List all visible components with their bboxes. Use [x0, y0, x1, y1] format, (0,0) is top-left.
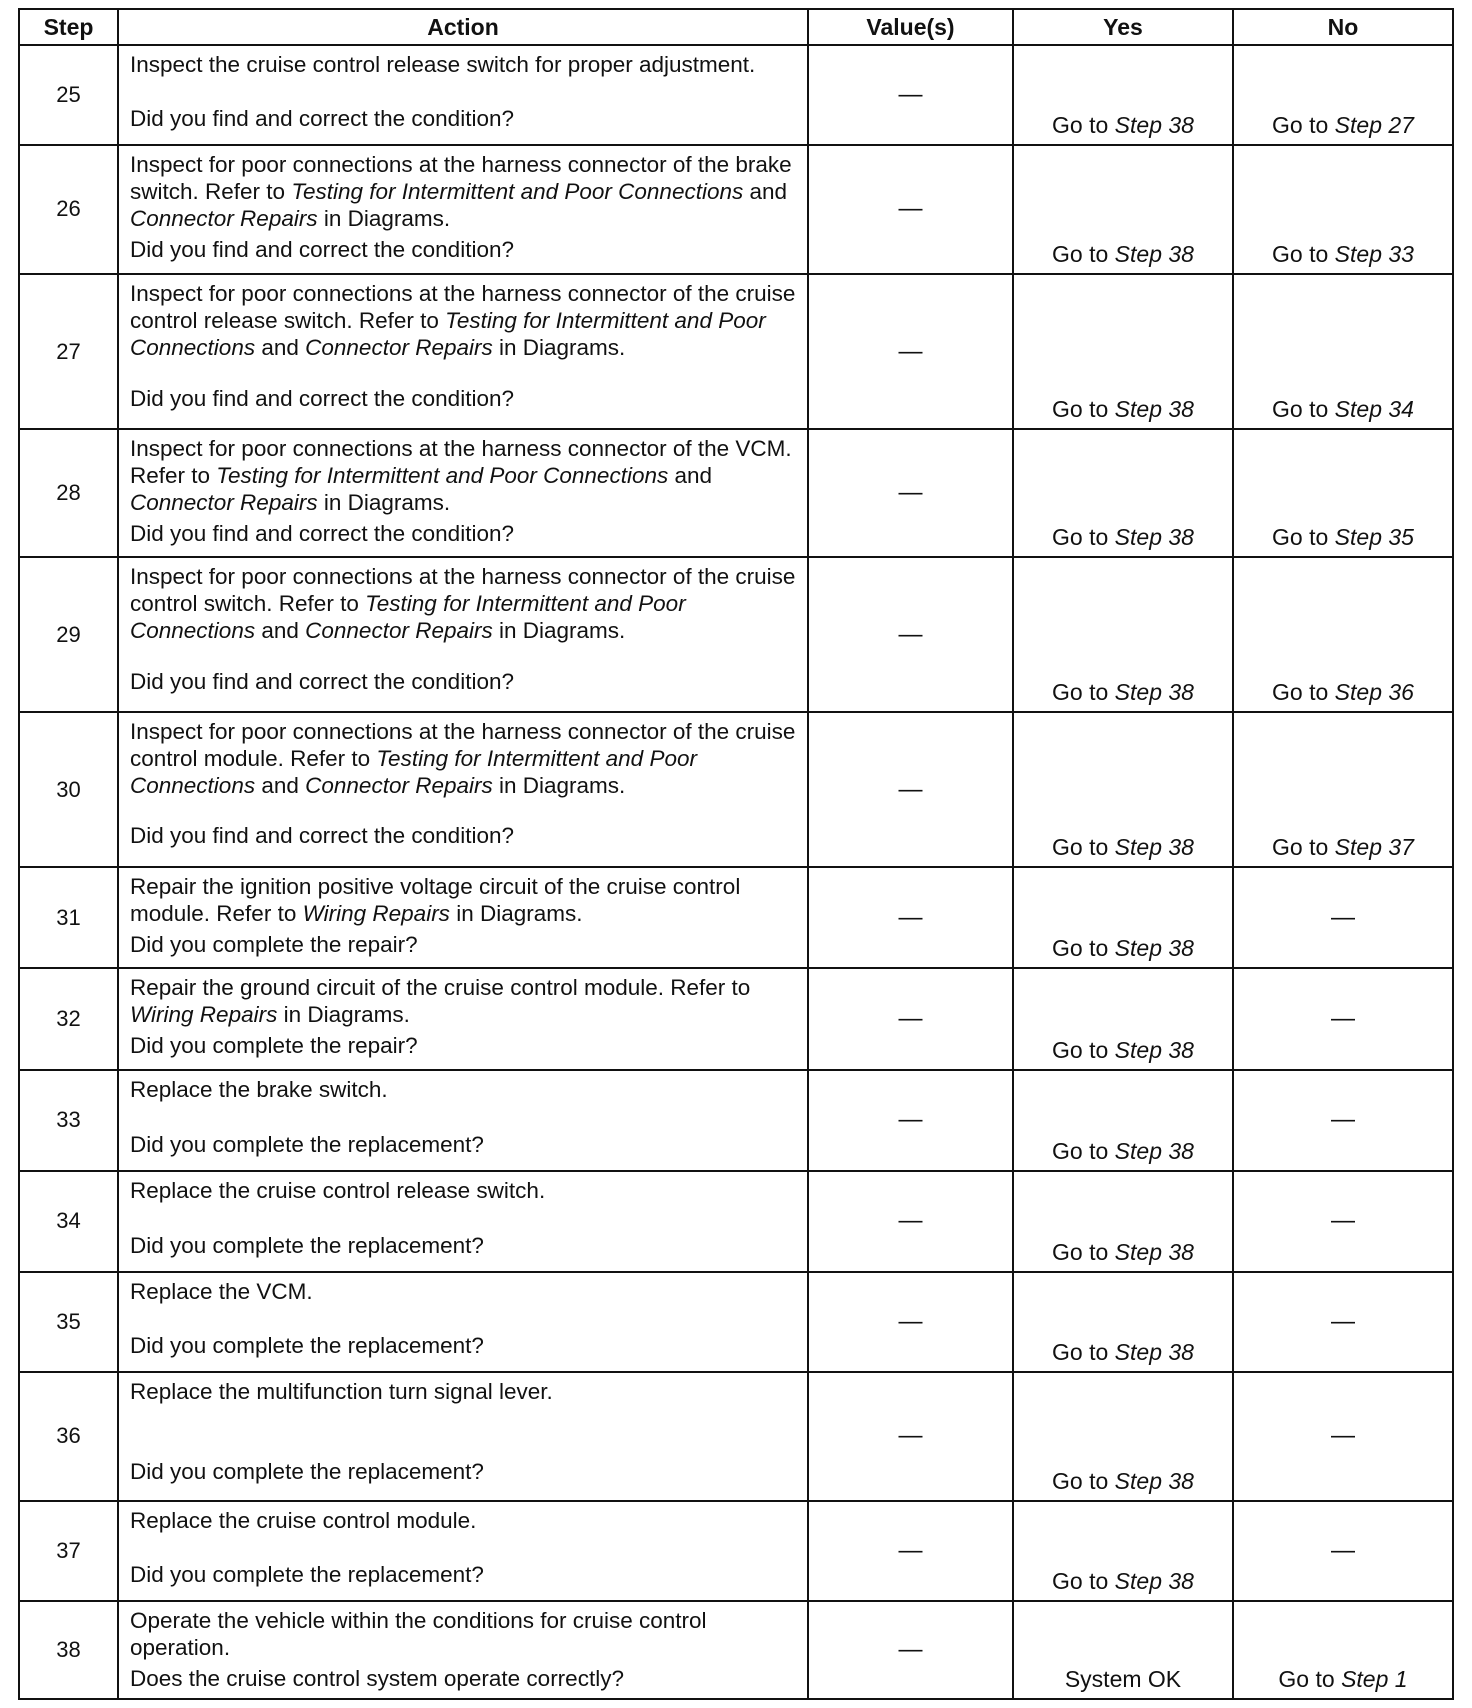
- table-row: [19, 968, 1453, 1069]
- instruction-text: in Diagrams.: [317, 490, 451, 516]
- yes-result-prefix: Go to: [1052, 1567, 1115, 1594]
- reference-text: Testing for Intermittent and Poor Connections: [216, 463, 669, 489]
- action-instruction: [130, 1507, 799, 1557]
- action-instruction: [130, 1278, 799, 1328]
- action-question: Did you find and correct the condition?: [130, 385, 514, 411]
- value-cell: —: [808, 1272, 1013, 1372]
- no-result: [1233, 145, 1453, 273]
- instruction-text: and: [255, 617, 306, 643]
- yes-step-link: Step 38: [1114, 396, 1194, 423]
- value-cell: —: [808, 1171, 1013, 1272]
- action-cell: [118, 968, 808, 1069]
- action-cell: [118, 1272, 808, 1372]
- table-row: [19, 1372, 1453, 1500]
- reference-text: Connector Repairs: [130, 490, 318, 516]
- yes-result: [1013, 1272, 1233, 1372]
- no-result: —: [1233, 1372, 1453, 1500]
- yes-result: [1013, 1601, 1233, 1699]
- action-question: Did you find and correct the condition?: [130, 668, 514, 694]
- yes-result: [1013, 867, 1233, 968]
- action-instruction: [130, 280, 799, 381]
- action-cell: [118, 1601, 808, 1699]
- instruction-text: Replace the VCM.: [130, 1279, 313, 1305]
- reference-text: Testing for Intermittent and Poor Connections: [291, 179, 744, 205]
- no-result: [1233, 429, 1453, 556]
- yes-result-prefix: Go to: [1052, 679, 1115, 706]
- step-number: 29: [19, 557, 118, 713]
- table-row: [19, 145, 1453, 273]
- action-instruction: [130, 435, 799, 516]
- value-cell: —: [808, 867, 1013, 968]
- yes-result: [1013, 968, 1233, 1069]
- table-row: [19, 712, 1453, 867]
- no-result: —: [1233, 1070, 1453, 1171]
- instruction-text: Operate the vehicle within the conditions for cruise control operation.: [130, 1607, 707, 1660]
- yes-step-link: Step 38: [1114, 1567, 1194, 1594]
- no-result: —: [1233, 1501, 1453, 1601]
- yes-result-prefix: Go to: [1052, 1339, 1115, 1366]
- instruction-text: and: [743, 179, 788, 205]
- value-cell: —: [808, 557, 1013, 713]
- yes-step-link: Step 38: [1114, 240, 1194, 267]
- action-cell: [118, 429, 808, 556]
- step-number: 31: [19, 867, 118, 968]
- header-yes: Yes: [1013, 9, 1233, 45]
- no-step-link: Step 1: [1341, 1666, 1408, 1692]
- action-question: Did you find and correct the condition?: [130, 823, 514, 849]
- instruction-text: in Diagrams.: [492, 334, 626, 360]
- no-result-prefix: Go to: [1272, 396, 1335, 423]
- value-cell: —: [808, 45, 1013, 145]
- no-result-prefix: Go to: [1272, 523, 1335, 550]
- action-question: Did you complete the replacement?: [130, 1232, 484, 1258]
- action-cell: [118, 1171, 808, 1272]
- table-row: [19, 1070, 1453, 1171]
- action-question: Did you complete the repair?: [130, 1033, 418, 1059]
- reference-text: Connector Repairs: [130, 206, 318, 232]
- step-number: 28: [19, 429, 118, 556]
- value-cell: —: [808, 1501, 1013, 1601]
- no-step-link: Step 27: [1334, 112, 1414, 139]
- table-row: [19, 1501, 1453, 1601]
- reference-text: Testing for Intermittent and Poor Connections: [130, 590, 686, 643]
- step-number: 30: [19, 712, 118, 867]
- instruction-text: in Diagrams.: [277, 1002, 410, 1028]
- yes-step-link: Step 38: [1114, 1137, 1194, 1164]
- instruction-text: Replace the cruise control release switch.: [130, 1177, 546, 1203]
- action-instruction: [130, 1607, 799, 1661]
- no-step-link: Step 35: [1334, 523, 1414, 550]
- yes-step-link: Step 38: [1114, 834, 1194, 861]
- no-result-prefix: Go to: [1278, 1666, 1342, 1692]
- step-number: 36: [19, 1372, 118, 1500]
- step-number: 33: [19, 1070, 118, 1171]
- no-result-prefix: Go to: [1272, 112, 1335, 139]
- table-row: [19, 429, 1453, 556]
- action-instruction: [130, 1378, 799, 1454]
- action-cell: [118, 712, 808, 867]
- yes-result-prefix: Go to: [1052, 240, 1115, 267]
- yes-step-link: Step 38: [1114, 1467, 1194, 1494]
- action-instruction: [130, 1076, 799, 1127]
- instruction-text: Inspect for poor connections at the harness connector of the cruise control switch. Refer to: [130, 563, 796, 616]
- action-cell: [118, 867, 808, 968]
- yes-result-prefix: Go to: [1052, 112, 1115, 139]
- step-number: 34: [19, 1171, 118, 1272]
- action-cell: [118, 557, 808, 713]
- reference-text: Connector Repairs: [305, 617, 493, 643]
- step-number: 37: [19, 1501, 118, 1601]
- reference-text: Wiring Repairs: [302, 901, 450, 927]
- instruction-text: and: [255, 773, 306, 799]
- instruction-text: Repair the ground circuit of the cruise control module. Refer to: [130, 975, 751, 1001]
- no-result: [1233, 557, 1453, 713]
- step-number: 38: [19, 1601, 118, 1699]
- action-cell: [118, 1372, 808, 1500]
- step-number: 26: [19, 145, 118, 273]
- no-result: —: [1233, 1171, 1453, 1272]
- instruction-text: Inspect for poor connections at the harness connector of the cruise control release switch. Refer to: [130, 280, 796, 333]
- action-question: Did you find and correct the condition?: [130, 521, 514, 547]
- action-instruction: [130, 151, 799, 232]
- action-cell: [118, 1501, 808, 1601]
- yes-result-prefix: Go to: [1052, 396, 1115, 423]
- table-row: [19, 867, 1453, 968]
- step-number: 32: [19, 968, 118, 1069]
- yes-result-prefix: Go to: [1052, 523, 1115, 550]
- action-cell: [118, 45, 808, 145]
- instruction-text: Inspect for poor connections at the harness connector of the VCM. Refer to: [130, 436, 792, 489]
- action-instruction: [130, 563, 799, 664]
- yes-result: [1013, 557, 1233, 713]
- instruction-text: Replace the multifunction turn signal lever.: [130, 1379, 553, 1405]
- header-row: [19, 9, 1453, 45]
- instruction-text: Replace the brake switch.: [130, 1076, 388, 1102]
- yes-result: [1013, 1372, 1233, 1500]
- action-instruction: [130, 51, 799, 101]
- header-step: Step: [19, 9, 118, 45]
- instruction-text: in Diagrams.: [492, 617, 626, 643]
- yes-result-prefix: Go to: [1052, 1137, 1115, 1164]
- action-question: Does the cruise control system operate correctly?: [130, 1665, 624, 1691]
- yes-result-prefix: Go to: [1052, 1036, 1115, 1063]
- no-step-link: Step 37: [1334, 834, 1414, 861]
- yes-step-link: Step 38: [1114, 112, 1194, 139]
- step-number: 35: [19, 1272, 118, 1372]
- no-result: —: [1233, 867, 1453, 968]
- reference-text: Testing for Intermittent and Poor Connections: [130, 307, 766, 360]
- action-instruction: [130, 1177, 799, 1228]
- table-row: [19, 45, 1453, 145]
- yes-result: [1013, 45, 1233, 145]
- no-result-prefix: Go to: [1272, 834, 1335, 861]
- yes-result: [1013, 1070, 1233, 1171]
- step-number: 27: [19, 274, 118, 430]
- no-result: [1233, 712, 1453, 867]
- yes-step-link: Step 38: [1114, 1036, 1194, 1063]
- no-result: [1233, 45, 1453, 145]
- action-instruction: [130, 718, 799, 818]
- no-result: [1233, 1601, 1453, 1699]
- value-cell: —: [808, 1070, 1013, 1171]
- step-number: 25: [19, 45, 118, 145]
- action-cell: [118, 145, 808, 273]
- value-cell: —: [808, 145, 1013, 273]
- instruction-text: in Diagrams.: [492, 773, 626, 799]
- action-instruction: [130, 974, 799, 1028]
- reference-text: Connector Repairs: [305, 773, 493, 799]
- instruction-text: and: [668, 463, 713, 489]
- yes-result-prefix: System OK: [1064, 1666, 1182, 1692]
- instruction-text: Inspect the cruise control release switch for proper adjustment.: [130, 52, 756, 77]
- table-row: [19, 1171, 1453, 1272]
- yes-result: [1013, 145, 1233, 273]
- instruction-text: Repair the ignition positive voltage circuit of the cruise control module. Refer to: [130, 874, 741, 927]
- yes-result: [1013, 712, 1233, 867]
- table-row: [19, 274, 1453, 430]
- table-body: [19, 45, 1453, 1699]
- header-action: Action: [118, 9, 808, 45]
- instruction-text: in Diagrams.: [317, 206, 451, 232]
- no-result: —: [1233, 1272, 1453, 1372]
- value-cell: —: [808, 429, 1013, 556]
- yes-result: [1013, 274, 1233, 430]
- value-cell: —: [808, 712, 1013, 867]
- yes-step-link: Step 38: [1114, 1339, 1194, 1366]
- reference-text: Connector Repairs: [305, 334, 493, 360]
- no-result-prefix: Go to: [1272, 679, 1335, 706]
- instruction-text: in Diagrams.: [449, 901, 583, 927]
- action-question: Did you complete the repair?: [130, 932, 418, 958]
- no-result-prefix: Go to: [1272, 240, 1335, 267]
- instruction-text: Replace the cruise control module.: [130, 1507, 477, 1533]
- value-cell: —: [808, 274, 1013, 430]
- table-row: [19, 1272, 1453, 1372]
- instruction-text: and: [255, 334, 306, 360]
- diagnostic-table: [18, 8, 1454, 1700]
- action-question: Did you find and correct the condition?: [130, 237, 514, 263]
- action-question: Did you find and correct the condition?: [130, 106, 514, 131]
- header-values: Value(s): [808, 9, 1013, 45]
- yes-result-prefix: Go to: [1052, 1239, 1115, 1266]
- no-result: [1233, 274, 1453, 430]
- yes-result: [1013, 1501, 1233, 1601]
- yes-result: [1013, 1171, 1233, 1272]
- value-cell: —: [808, 1372, 1013, 1500]
- action-question: Did you complete the replacement?: [130, 1333, 484, 1359]
- no-result: —: [1233, 968, 1453, 1069]
- table-row: [19, 557, 1453, 713]
- action-question: Did you complete the replacement?: [130, 1131, 484, 1157]
- yes-step-link: Step 38: [1114, 679, 1194, 706]
- reference-text: Testing for Intermittent and Poor Connections: [130, 746, 697, 799]
- instruction-text: Inspect for poor connections at the harness connector of the brake switch. Refer to: [130, 152, 792, 205]
- action-question: Did you complete the replacement?: [130, 1459, 484, 1485]
- action-instruction: [130, 873, 799, 927]
- instruction-text: Inspect for poor connections at the harness connector of the cruise control module. Refer to: [130, 719, 796, 772]
- yes-result-prefix: Go to: [1052, 834, 1115, 861]
- header-no: No: [1233, 9, 1453, 45]
- reference-text: Wiring Repairs: [130, 1002, 278, 1028]
- no-step-link: Step 33: [1334, 240, 1414, 267]
- value-cell: —: [808, 968, 1013, 1069]
- yes-result-prefix: Go to: [1052, 935, 1115, 962]
- no-step-link: Step 36: [1334, 679, 1414, 706]
- yes-result: [1013, 429, 1233, 556]
- yes-step-link: Step 38: [1114, 523, 1194, 550]
- table-row: [19, 1601, 1453, 1699]
- action-cell: [118, 274, 808, 430]
- yes-result-prefix: Go to: [1052, 1467, 1115, 1494]
- action-cell: [118, 1070, 808, 1171]
- yes-step-link: Step 38: [1114, 1239, 1194, 1266]
- yes-step-link: Step 38: [1114, 935, 1194, 962]
- no-step-link: Step 34: [1334, 396, 1414, 423]
- value-cell: —: [808, 1601, 1013, 1699]
- action-question: Did you complete the replacement?: [130, 1561, 484, 1587]
